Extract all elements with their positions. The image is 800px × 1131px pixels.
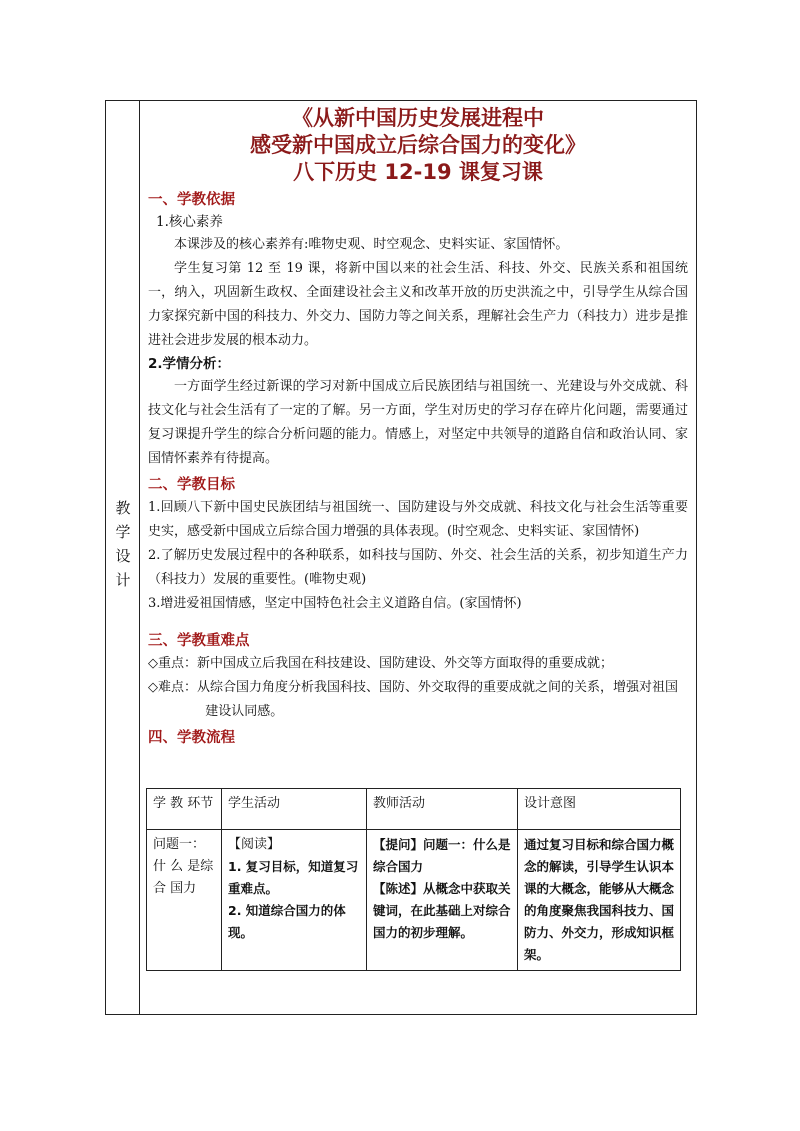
header-cell: 教师活动 (367, 789, 518, 830)
teacher-activity-cell (367, 830, 518, 971)
paragraph: 本课涉及的核心素养有:唯物史观、时空观念、史料实证、家国情怀。 (174, 237, 569, 252)
goal-item: 3.增进爱祖国情感，坚定中国特色社会主义道路自信。(家国情怀) (148, 596, 522, 611)
section-heading: 三、学教重难点 (148, 633, 250, 649)
section-heading: 一、学教依据 (148, 192, 235, 208)
goal-item: 2.了解历史发展过程中的各种联系，如科技与国防、外交、社会生活的关系，初步知道生产力（科技力）发展的重要性。(唯物史观) (148, 548, 688, 587)
header-cell: 学 教 环节 (147, 789, 222, 830)
subheading: 2.学情分析： (148, 356, 231, 372)
key-point: ◇重点：新中国成立后我国在科技建设、国防建设、外交等方面取得的重要成就； (148, 656, 613, 671)
side-char: 教 (115, 499, 131, 517)
difficult-point: ◇难点：从综合国力角度分析我国科技、国防、外交取得的重要成就之间的关系，增强对祖国建设认同感。 (148, 680, 678, 719)
flow-table (146, 788, 681, 971)
content (148, 101, 688, 749)
student-title: 【阅读】 (228, 837, 281, 852)
goal-item: 1.回顾八下新中国史民族团结与祖国统一、国防建设与外交成就、科技文化与社会生活等重要史实，感受新中国成立后综合国力增强的具体表现。(时空观念、史料实证、家国情怀) (148, 500, 688, 539)
teacher-item: 【提问】问题一：什么是综合国力 (373, 837, 511, 874)
design-intent-cell: 通过复习目标和综合国力概念的解读，引导学生认识本课的大概念，能够从大概念的角度聚焦我国科技力、国防力、外交力，形成知识框架。 (518, 830, 681, 971)
table-row (147, 830, 681, 971)
table-header-row (147, 789, 681, 830)
student-item: 1. 复习目标，知道复习重难点。 (228, 859, 359, 896)
header-cell: 设计意图 (518, 789, 681, 830)
header-cell: 学生活动 (222, 789, 367, 830)
section-heading: 二、学教目标 (148, 477, 235, 493)
side-label (106, 496, 140, 592)
document-title (148, 105, 688, 186)
student-item: 2. 知道综合国力的体现。 (228, 903, 346, 940)
title-line: 《从新中国历史发展进程中 (292, 106, 544, 130)
title-line: 八下历史 12-19 课复习课 (293, 160, 543, 184)
side-char: 计 (115, 571, 131, 589)
subheading: 1.核心素养 (156, 214, 223, 230)
student-activity-cell (222, 830, 367, 971)
lesson-plan-frame (105, 100, 697, 1015)
section-heading: 四、学教流程 (148, 730, 235, 746)
side-char: 学 (115, 523, 131, 541)
teacher-item: 【陈述】从概念中获取关键词，在此基础上对综合国力的初步理解。 (373, 881, 511, 940)
side-column (106, 101, 140, 1014)
stage-cell: 问题一：什 么 是综 合 国力 (147, 830, 222, 971)
paragraph: 学生复习第 12 至 19 课，将新中国以来的社会生活、科技、外交、民族关系和祖国统一，纳入，巩固新生政权、全面建设社会主义和改革开放的历史洪流之中，引导学生从综合国力家探究新中国的科技力、外交力、国防力等之间关系，理解社会生产力（科技力）进步是推进社会进步发展的根本动力。 (148, 261, 688, 348)
paragraph: 一方面学生经过新课的学习对新中国成立后民族团结与祖国统一、光建设与外交成就、科技文化与社会生活有了一定的了解。另一方面，学生对历史的学习存在碎片化问题，需要通过复习课提升学生的综合分析问题的能力。情感上，对坚定中共领导的道路自信和政治认同、家国情怀素养有待提高。 (148, 379, 688, 466)
side-char: 设 (115, 547, 131, 565)
title-line: 感受新中国成立后综合国力的变化》 (250, 133, 586, 157)
